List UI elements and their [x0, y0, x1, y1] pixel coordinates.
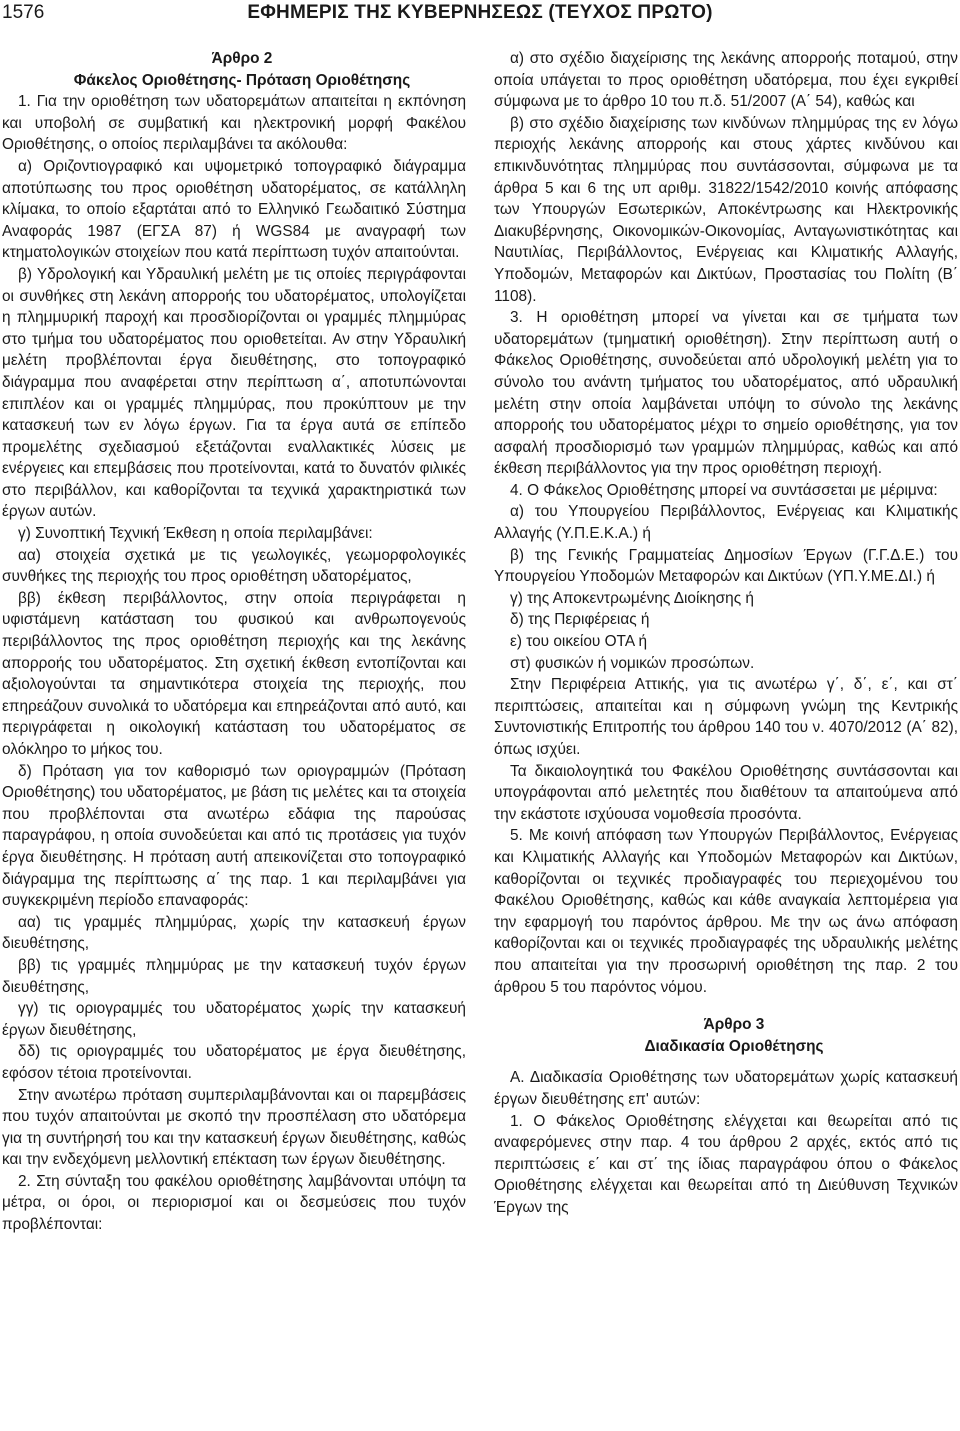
- paragraph: γγ) τις οριογραμμές του υδατορέματος χωρίς την κατασκευή έργων διευθέτησης,: [2, 1000, 466, 1039]
- paragraph: δδ) τις οριογραμμές του υδατορέματος με έργα διευθέτησης, εφόσον τέτοια προτείνονται.: [2, 1043, 466, 1082]
- paragraph: στ) φυσικών ή νομικών προσώπων.: [510, 654, 755, 672]
- left-column: [2, 48, 466, 1236]
- paragraph: α) Οριζοντιογραφικό και υψομετρικό τοπογραφικό διάγραμμα αποτύπωσης του προς οριοθέτηση υδατορέματος, σε κατάλληλη κλίμακα, το οποίο εξαρτάται από το Ελληνικό Γεωδαιτικό Σύστημα Αναφοράς 1987 (ΕΓΣΑ 87) ή WGS84 με αναγραφή των κτηματολογικών στοιχείων που κατά περίπτωση τυχόν απαιτούνται.: [2, 157, 466, 262]
- paragraph: α) στο σχέδιο διαχείρισης της λεκάνης απορροής ποταμού, στην οποία υπάγεται το προς οριοθέτηση υδατόρεμα, που έχει εγκριθεί σύμφωνα με το άρθρο 10 του π.δ. 51/2007 (Α΄ 54), καθώς και: [494, 50, 958, 111]
- paragraph: α) του Υπουργείου Περιβάλλοντος, Ενέργειας και Κλιματικής Αλλαγής (Υ.Π.Ε.Κ.Α.) ή: [494, 503, 958, 543]
- paragraph: Στην ανωτέρω πρόταση συμπεριλαμβάνονται και οι παρεμβάσεις που τυχόν απαιτούνται με σκοπό την προσπέλαση στο υδατόρεμα για τη συντήρησή του και την κατασκευή έργων διευθέτησης, καθώς και την ενδεχόμενη μελλοντική επέκταση των έργων διευθέτησης.: [2, 1086, 466, 1169]
- paragraph: 4. Ο Φάκελος Οριοθέτησης μπορεί να συντάσσεται με μέριμνα:: [510, 481, 938, 499]
- paragraph: ββ) έκθεση περιβάλλοντος, στην οποία περιγράφεται η υφιστάμενη κατάσταση του φυσικού και ανθρωπογενούς περιβάλλοντος της προς οριοθέτηση περιοχής και της λεκάνης απορροής του υδατορέματος. Στη σχετική έκθεση εντοπίζονται και αξιολογούνται τα σημαντικότερα στοιχεία της περιοχής, που επηρεάζουν συνολικά το υδατόρεμα και επηρεάζονται από αυτό, και περιγράφεται η οικολογική κατάσταση του υδατορέματος σε ολόκληρο το μήκος του.: [2, 589, 466, 758]
- paragraph: Α. Διαδικασία Οριοθέτησης των υδατορεμάτων χωρίς κατασκευή έργων διευθέτησης επ' αυτών:: [494, 1069, 958, 1108]
- paragraph: 5. Με κοινή απόφαση των Υπουργών Περιβάλλοντος, Ενέργειας και Κλιματικής Αλλαγής και Υποδομών Μεταφορών και Δικτύων, καθορίζονται οι τεχνικές προδιαγραφές του περιεχομένου του Φακέλου Οριοθέτησης, καθώς και κάθε αναγκαία λεπτομέρεια για την εφαρμογή του παρόντος άρθρου. Με την ως άνω απόφαση καθορίζονται και οι τεχνικές προδιαγραφές της υδραυλικής μελέτης που απαιτείται για την προσωρινή οριοθέτηση της παρ. 2 του άρθρου 5 του παρόντος νόμου.: [494, 827, 958, 996]
- paragraph: β) της Γενικής Γραμματείας Δημοσίων Έργων (Γ.Γ.Δ.Ε.) του Υπουργείου Υποδομών Μεταφορών και Δικτύων (ΥΠ.Υ.ΜΕ.ΔΙ.) ή: [494, 546, 958, 586]
- page-number: 1576: [2, 2, 45, 23]
- journal-title: ΕΦΗΜΕΡΙΣ ΤΗΣ ΚΥΒΕΡΝΗΣΕΩΣ (ΤΕΥΧΟΣ ΠΡΩΤΟ): [247, 2, 713, 23]
- paragraph: β) Υδρολογική και Υδραυλική μελέτη με τις οποίες περιγράφονται οι συνθήκες στη λεκάνη απορροής του υδατορέματος, υπολογίζεται η πλημμυρική παροχή και προσδιορίζονται οι γραμμές πλημμύρας στο τμήμα του υδατορέματος που οριοθετείται. Αν στην Υδραυλική μελέτη προβλέπονται έργα διευθέτησης, στο τοπογραφικό διάγραμμα που αναφέρεται στην περίπτωση α΄, αποτυπώνονται επιπλέον και οι γραμμές πλημμύρας, που προκύπτουν με την κατασκευή των εν λόγω έργων. Για τα έργα αυτά σε επίπεδο προμελέτης σχεδιασμού εξετάζονται εναλλακτικές λύσεις με ενέργειες και επεμβάσεις που προτείνονται, κατά το δυνατόν φιλικές στο περιβάλλον, και καθορίζονται τα τεχνικά χαρακτηριστικά των έργων αυτών.: [2, 265, 466, 521]
- right-column: [494, 48, 958, 1218]
- paragraph: ε) του οικείου ΟΤΑ ή: [510, 633, 648, 651]
- paragraph: γ) της Αποκεντρωμένης Διοίκησης ή: [510, 589, 754, 607]
- paragraph: β) στο σχέδιο διαχείρισης των κινδύνων πλημμύρας της εν λόγω περιοχής λεκάνης απορροής και στους χάρτες κινδύνου και επικινδυνότητας πλημμύρας που συντάσσονται, σύμφωνα με τα άρθρα 5 και 6 της υπ αριθμ. 31822/1542/2010 κοινής απόφασης των Υπουργών Εσωτερικών, Αποκέντρωσης και Ηλεκτρονικής Διακυβέρνησης, Οικονομικών-Οικονομίας, Ανταγωνιστικότητας και Ναυτιλίας, Περιβάλλοντος, Ενέργειας και Κλιματικής Αλλαγής, Υποδομών, Μεταφορών και Δικτύων, Προστασίας του Πολίτη (Β΄ 1108).: [494, 114, 958, 305]
- paragraph: 1. Για την οριοθέτηση των υδατορεμάτων απαιτείται η εκπόνηση και υποβολή σε συμβατική και ηλεκτρονική μορφή Φακέλου Οριοθέτησης, ο οποίος περιλαμβάνει τα ακόλουθα:: [2, 93, 466, 154]
- section-spacer: [494, 998, 958, 1014]
- paragraph: Στην Περιφέρεια Αττικής, για τις ανωτέρω γ΄, δ΄, ε΄, και στ΄ περιπτώσεις, απαιτείται και η σύμφωνη γνώμη της Κεντρικής Συντονιστικής Επιτροπής του άρθρου 140 του ν. 4070/2012 (Α΄ 82), όπως ισχύει.: [494, 676, 958, 758]
- section-spacer: [494, 1057, 958, 1067]
- paragraph: 2. Στη σύνταξη του φακέλου οριοθέτησης λαμβάνονται υπόψη τα μέτρα, οι όροι, οι περιορισμοί και οι δεσμεύσεις που τυχόν προβλέπονται:: [2, 1172, 466, 1234]
- page-header: [0, 0, 960, 30]
- paragraph: ββ) τις γραμμές πλημμύρας με την κατασκευή τυχόν έργων διευθέτησης,: [2, 956, 466, 996]
- article-2-subtitle: Φάκελος Οριοθέτησης- Πρόταση Οριοθέτησης: [73, 71, 411, 89]
- paragraph: δ) της Περιφέρειας ή: [510, 611, 650, 629]
- paragraph: γ) Συνοπτική Τεχνική Έκθεση η οποία περιλαμβάνει:: [18, 525, 373, 543]
- paragraph: Τα δικαιολογητικά του Φακέλου Οριοθέτησης συντάσσονται και υπογράφονται από μελετητές που διαθέτουν τα απαιτούμενα από την εκάστοτε ισχύουσα νομοθεσία προσόντα.: [494, 762, 958, 823]
- paragraph: 1. Ο Φάκελος Οριοθέτησης ελέγχεται και θεωρείται από τις αναφερόμενες στην παρ. 4 του άρθρου 2 αρχές, εκτός από τις περιπτώσεις ε΄ και στ΄ της ίδιας παραγράφου όπου ο Φάκελος Οριοθέτησης ελέγχεται και θεωρείται από τη Διεύθυνση Τεχνικών Έργων της: [494, 1112, 958, 1216]
- article-3-title: Άρθρο 3: [703, 1016, 765, 1034]
- paragraph: αα) στοιχεία σχετικά με τις γεωλογικές, γεωμορφολογικές συνθήκες της περιοχής του προς οριοθέτηση υδατορέματος,: [2, 546, 466, 586]
- paragraph: αα) τις γραμμές πλημμύρας, χωρίς την κατασκευή έργων διευθέτησης,: [2, 913, 466, 953]
- article-2-title: Άρθρο 2: [211, 50, 273, 67]
- article-3-subtitle: Διαδικασία Οριοθέτησης: [644, 1037, 824, 1055]
- paragraph: 3. Η οριοθέτηση μπορεί να γίνεται και σε τμήματα των υδατορεμάτων (τμηματική οριοθέτηση). Στην περίπτωση αυτή ο Φάκελος Οριοθέτησης, συνοδεύεται από υδρολογική μελέτη για το σύνολο του ανάντη τμήματος του υδατορέματος, από υδραυλική μελέτη στην οποία λαμβάνεται υπόψη το σύνολο της λεκάνης απορροής του υδατορέματος μέχρι το σημείο οριοθέτησης, για τον ασφαλή προσδιορισμό των γραμμών πλημμύρας, καθώς και από έκθεση περιβάλλοντος για την προς οριοθέτηση περιοχή.: [494, 309, 958, 478]
- paragraph: δ) Πρόταση για τον καθορισμό των οριογραμμών (Πρόταση Οριοθέτησης) του υδατορέματος, με βάση τις μελέτες και τα στοιχεία που προβλέπονται στα ανωτέρω εδάφια της παρούσας παραγράφου, η οποία συνοδεύεται και από τις προτάσεις για τυχόν έργα διευθέτησης. Η πρόταση αυτή απεικονίζεται στο τοπογραφικό διάγραμμα της περίπτωσης α΄ της παρ. 1 και περιλαμβάνει για συγκεκριμένη περίοδο επαναφοράς:: [2, 762, 466, 910]
